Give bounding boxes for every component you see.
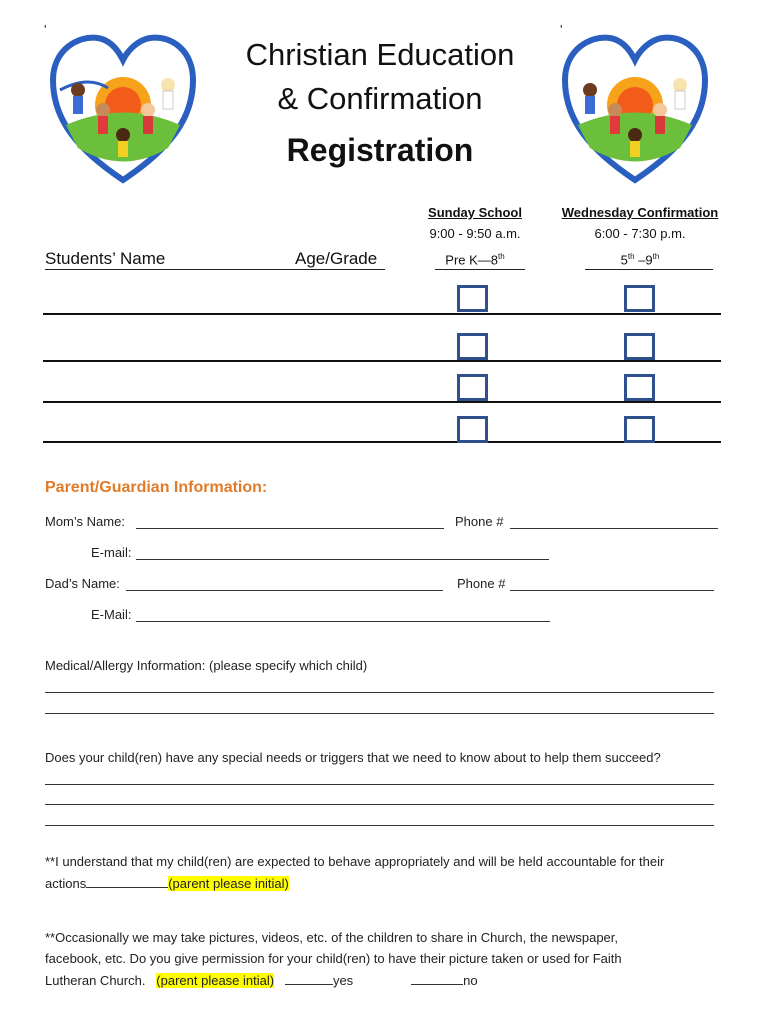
special-needs-question: Does your child(ren) have any special needs or triggers that we need to know about to help them succeed? bbox=[45, 750, 661, 765]
behavior-initial-note: (parent please initial) bbox=[168, 876, 289, 891]
photo-yes-field[interactable] bbox=[285, 972, 333, 985]
behavior-statement: **I understand that my child(ren) are expected to behave appropriately and will be held accountable for their bbox=[45, 854, 665, 869]
sunday-school-checkbox-2[interactable] bbox=[457, 333, 488, 360]
sunday-school-checkbox-1[interactable] bbox=[457, 285, 488, 312]
sunday-school-time: 9:00 - 9:50 a.m. bbox=[429, 226, 521, 241]
sunday-school-checkbox-3[interactable] bbox=[457, 374, 488, 401]
confirmation-checkbox-4[interactable] bbox=[624, 416, 655, 443]
photo-no-label: no bbox=[463, 973, 478, 988]
student-row-line-3[interactable] bbox=[43, 401, 721, 403]
medical-info-line-2[interactable] bbox=[45, 713, 714, 714]
sunday-school-heading: Sunday School bbox=[428, 205, 522, 220]
photo-initial-note: (parent please intial) bbox=[156, 973, 275, 988]
confirmation-checkbox-1[interactable] bbox=[624, 285, 655, 312]
mom-email-label: E-mail: bbox=[91, 545, 132, 560]
heart-children-logo-left bbox=[48, 30, 198, 190]
wednesday-confirmation-time: 6:00 - 7:30 p.m. bbox=[594, 226, 686, 241]
student-row-line-4[interactable] bbox=[43, 441, 721, 443]
mom-phone-label: Phone # bbox=[455, 514, 504, 529]
age-grade-header: Age/Grade bbox=[295, 249, 378, 268]
dad-phone-label: Phone # bbox=[457, 576, 506, 591]
dad-name-field[interactable] bbox=[126, 590, 443, 591]
photo-statement-line2: facebook, etc. Do you give permission for your child(ren) to have their picture taken or used for Faith bbox=[45, 951, 622, 966]
heart-children-logo-right bbox=[560, 30, 710, 190]
behavior-initial-field[interactable] bbox=[86, 875, 168, 888]
tick-mark-right: ' bbox=[560, 22, 563, 37]
photo-no-field[interactable] bbox=[411, 972, 463, 985]
special-needs-line-3[interactable] bbox=[45, 825, 714, 826]
mom-email-field[interactable] bbox=[136, 559, 549, 560]
sunday-school-grades: Pre K—8th bbox=[445, 252, 505, 268]
page-title-line2: & Confirmation bbox=[277, 81, 483, 116]
confirmation-checkbox-2[interactable] bbox=[624, 333, 655, 360]
photo-yes-label: yes bbox=[332, 973, 354, 988]
special-needs-line-1[interactable] bbox=[45, 784, 714, 785]
mom-phone-field[interactable] bbox=[510, 528, 718, 529]
dad-phone-field[interactable] bbox=[510, 590, 714, 591]
photo-permission-row: Lutheran Church. (parent please intial) yes no bbox=[45, 973, 478, 988]
header-underline-wednesday bbox=[585, 269, 713, 270]
header-underline-sunday bbox=[435, 269, 525, 270]
header-underline bbox=[45, 269, 385, 270]
wednesday-confirmation-heading: Wednesday Confirmation bbox=[561, 205, 719, 220]
student-row-line-2[interactable] bbox=[43, 360, 721, 362]
dad-name-label: Dad’s Name: bbox=[45, 576, 120, 591]
dad-email-field[interactable] bbox=[136, 621, 550, 622]
behavior-initial-row: actions (parent please initial) bbox=[45, 876, 289, 891]
student-row-line-1[interactable] bbox=[43, 313, 721, 315]
medical-info-label: Medical/Allergy Information: (please specify which child) bbox=[45, 658, 368, 673]
medical-info-line-1[interactable] bbox=[45, 692, 714, 693]
students-name-header: Students’ Name bbox=[45, 249, 166, 268]
sunday-school-checkbox-4[interactable] bbox=[457, 416, 488, 443]
page-title-line1: Christian Education bbox=[245, 37, 515, 72]
wednesday-confirmation-grades: 5th –9th bbox=[620, 252, 660, 268]
confirmation-checkbox-3[interactable] bbox=[624, 374, 655, 401]
special-needs-line-2[interactable] bbox=[45, 804, 714, 805]
page-subtitle: Registration bbox=[286, 132, 474, 168]
mom-name-field[interactable] bbox=[136, 528, 444, 529]
parent-info-heading: Parent/Guardian Information: bbox=[45, 479, 268, 496]
photo-statement-line1: **Occasionally we may take pictures, videos, etc. of the children to share in Church, the newspaper, bbox=[45, 930, 619, 945]
mom-name-label: Mom’s Name: bbox=[45, 514, 125, 529]
dad-email-label: E-Mail: bbox=[91, 607, 132, 622]
tick-mark-left: ' bbox=[44, 22, 47, 37]
